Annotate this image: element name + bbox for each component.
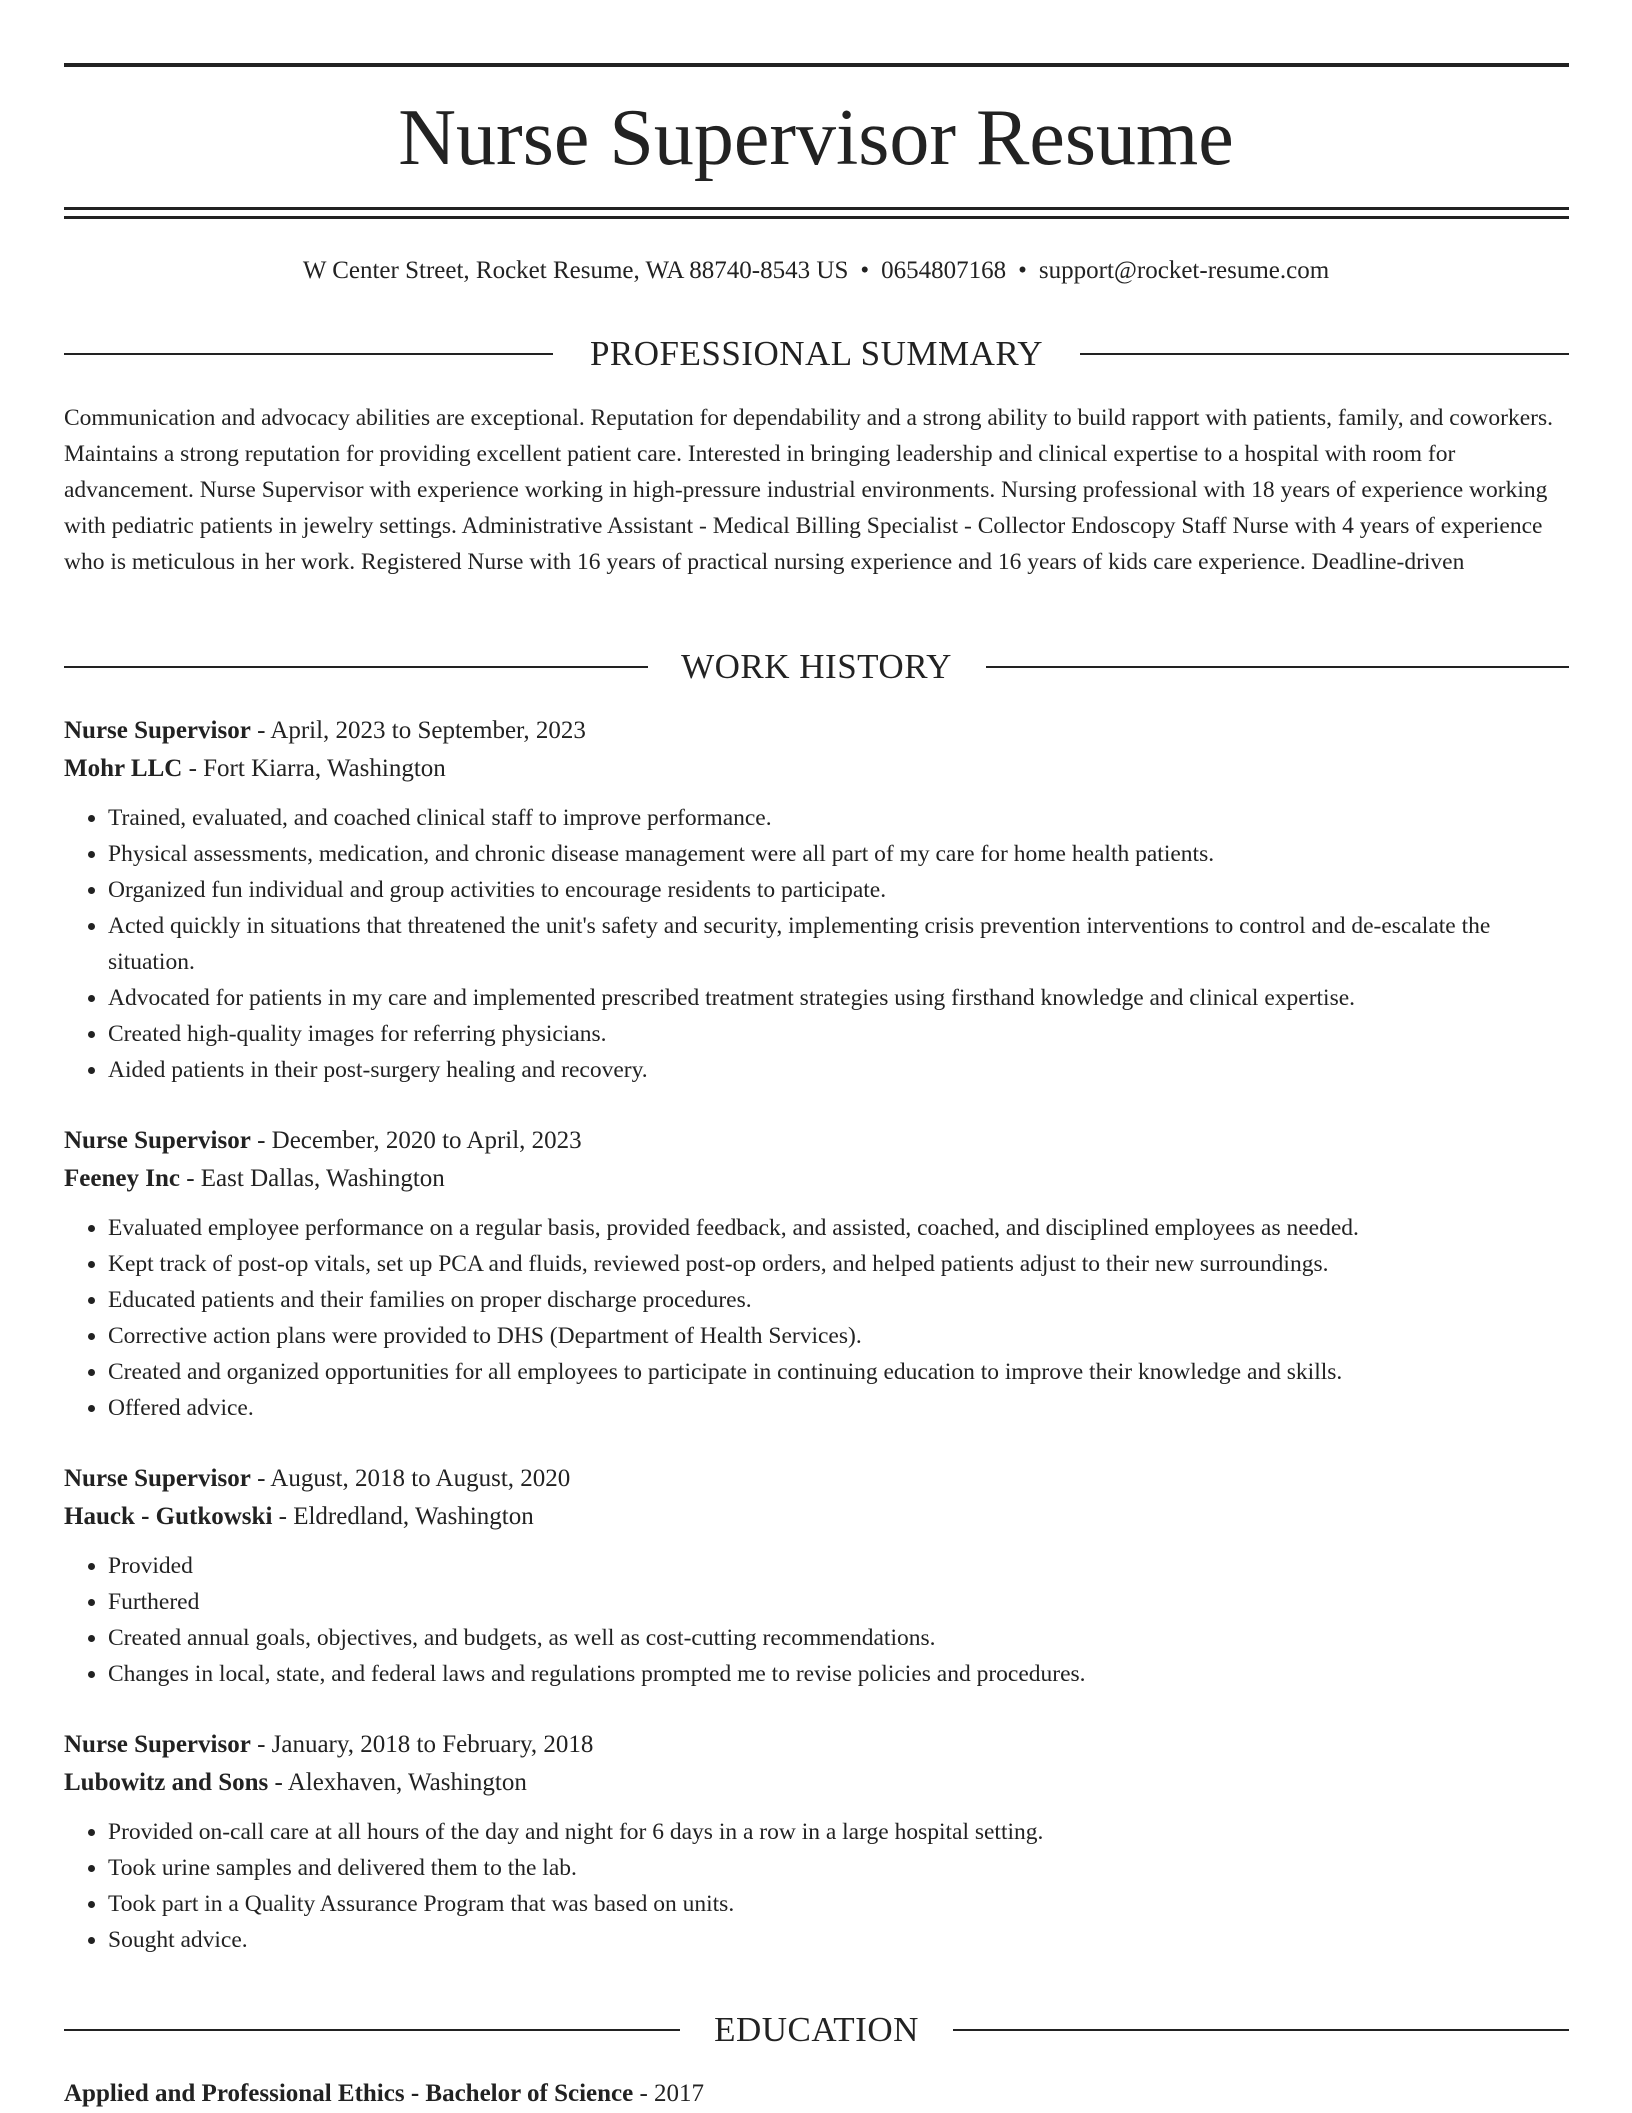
job-company: Lubowitz and Sons [64, 1769, 269, 1796]
job-dates: - January, 2018 to February, 2018 [250, 1731, 594, 1758]
job-dates: - April, 2023 to September, 2023 [250, 717, 586, 744]
job-bullet: • Organized fun individual and group activities to encourage residents to participate. [108, 872, 1569, 908]
job-bullets [64, 800, 1569, 1088]
education-degree: Applied and Professional Ethics - Bachelor of Science [64, 2080, 634, 2107]
job-bullet: • Acted quickly in situations that threatened the unit's safety and security, implementing crisis prevention interventions to control and de-escalate the situation. [108, 908, 1569, 980]
job-bullet: • Corrective action plans were provided to DHS (Department of Health Services). [108, 1318, 1569, 1354]
job-dates: - August, 2018 to August, 2020 [250, 1465, 571, 1492]
job-bullets [64, 1548, 1569, 1692]
job-bullet: • Educated patients and their families on proper discharge procedures. [108, 1282, 1569, 1318]
work-heading-label: WORK HISTORY [681, 647, 952, 686]
heading-rule-right [986, 666, 1569, 668]
job-title-line [64, 712, 1569, 750]
job-company: Mohr LLC [64, 755, 183, 782]
heading-rule-right [1080, 353, 1569, 355]
job-entry [64, 1122, 1569, 1426]
contact-separator: • [860, 257, 870, 284]
job-bullet: • Physical assessments, medication, and chronic disease management were all part of my care for home health patients. [108, 836, 1569, 872]
job-bullet: • Advocated for patients in my care and implemented prescribed treatment strategies using firsthand knowledge and clinical expertise. [108, 980, 1569, 1016]
job-company-line [64, 1764, 1569, 1802]
job-entry [64, 1460, 1569, 1692]
contact-line [0, 254, 1632, 288]
contact-separator: • [1018, 257, 1027, 284]
header-bottom-rule [64, 207, 1569, 210]
job-bullet: • Took part in a Quality Assurance Program that was based on units. [108, 1886, 1569, 1922]
job-company-line [64, 750, 1569, 788]
work-history-list [64, 712, 1569, 1992]
job-bullets [64, 1814, 1569, 1958]
header-top-rule [64, 63, 1569, 67]
job-company: Hauck - Gutkowski [64, 1503, 273, 1530]
education-entry [64, 2075, 704, 2113]
work-section-heading [64, 645, 1569, 689]
job-company-line [64, 1498, 1569, 1536]
job-location: - Eldredland, Washington [272, 1503, 534, 1530]
job-bullet: • Furthered [108, 1584, 1569, 1620]
resume-title: Nurse Supervisor Resume [398, 94, 1234, 182]
summary-section-heading [64, 332, 1569, 376]
job-location: - East Dallas, Washington [179, 1165, 445, 1192]
job-bullet: • Provided on-call care at all hours of the day and night for 6 days in a row in a large hospital setting. [108, 1814, 1569, 1850]
education-year: - 2017 [633, 2080, 705, 2107]
job-dates: - December, 2020 to April, 2023 [250, 1127, 582, 1154]
job-location: - Fort Kiarra, Washington [182, 755, 446, 782]
job-company: Feeney Inc [64, 1165, 180, 1192]
job-bullet: • Trained, evaluated, and coached clinical staff to improve performance. [108, 800, 1569, 836]
job-title: Nurse Supervisor [64, 1127, 251, 1154]
job-title-line [64, 1122, 1569, 1160]
job-bullet: • Offered advice. [108, 1390, 1569, 1426]
job-bullet: • Created annual goals, objectives, and budgets, as well as cost-cutting recommendations. [108, 1620, 1569, 1656]
job-bullet: • Took urine samples and delivered them to the lab. [108, 1850, 1569, 1886]
contact-email: support@rocket-resume.com [1038, 257, 1330, 284]
job-title: Nurse Supervisor [64, 1731, 251, 1758]
job-company-line [64, 1160, 1569, 1198]
job-location: - Alexhaven, Washington [268, 1769, 527, 1796]
header-bottom-rule-double [64, 216, 1569, 219]
job-entry [64, 1726, 1569, 1958]
job-bullet: • Evaluated employee performance on a regular basis, provided feedback, and assisted, coached, and disciplined employees as needed. [108, 1210, 1569, 1246]
job-entry [64, 712, 1569, 1088]
job-title: Nurse Supervisor [64, 1465, 251, 1492]
job-title: Nurse Supervisor [64, 717, 251, 744]
education-heading-label: EDUCATION [714, 2010, 919, 2049]
job-title-line [64, 1460, 1569, 1498]
heading-rule-right [953, 2029, 1569, 2031]
job-title-line [64, 1726, 1569, 1764]
education-section-heading [64, 2008, 1569, 2052]
contact-address: W Center Street, Rocket Resume, WA 88740-8543 US [302, 257, 849, 284]
job-bullets [64, 1210, 1569, 1426]
job-bullet: • Created high-quality images for referring physicians. [108, 1016, 1569, 1052]
summary-heading-label: PROFESSIONAL SUMMARY [589, 334, 1044, 373]
job-bullet: • Kept track of post-op vitals, set up PCA and fluids, reviewed post-op orders, and helped patients adjust to their new surroundings. [108, 1246, 1569, 1282]
contact-phone: 0654807168 [881, 257, 1007, 284]
job-bullet: • Sought advice. [108, 1922, 1569, 1958]
job-bullet: • Created and organized opportunities for all employees to participate in continuing education to improve their knowledge and skills. [108, 1354, 1569, 1390]
job-bullet: • Provided [108, 1548, 1569, 1584]
job-bullet: • Changes in local, state, and federal laws and regulations prompted me to revise policies and procedures. [108, 1656, 1569, 1692]
job-bullet: • Aided patients in their post-surgery healing and recovery. [108, 1052, 1569, 1088]
summary-text: Communication and advocacy abilities are exceptional. Reputation for dependability and a strong ability to build rapport with patients, family, and coworkers. Maintains a strong reputation for providing excellent patient care. Interested in bringing leadership and clinical expertise to a hospital with room for advancement. Nurse Supervisor with experience working in high-pressure industrial environments. Nursing professional with 18 years of experience working with pediatric patients in jewelry settings. Administrative Assistant - Medical Billing Specialist - Collector Endoscopy Staff Nurse with 4 years of experience who is meticulous in her work. Registered Nurse with 16 years of practical nursing experience and 16 years of kids care experience. Deadline-driven [64, 405, 1554, 575]
